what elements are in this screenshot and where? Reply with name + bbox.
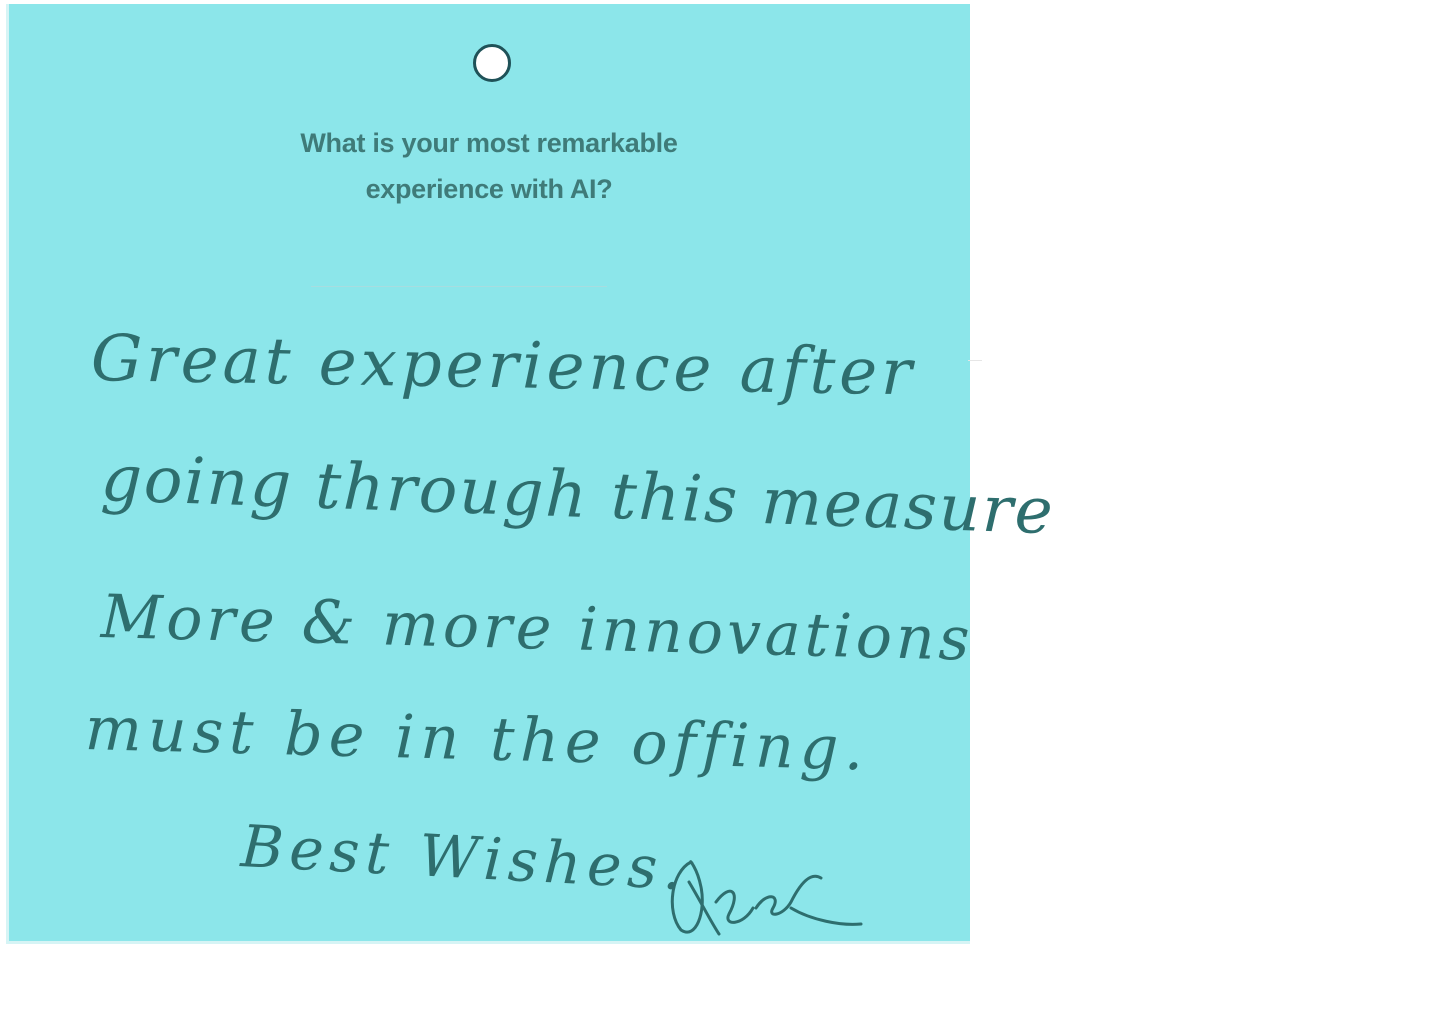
scan-edge-mark [968, 360, 982, 361]
card-question [189, 120, 789, 212]
feedback-card [6, 4, 1056, 944]
handwritten-line-2: going through this measure [99, 442, 1056, 550]
question-line-2: experience with AI? [365, 174, 613, 204]
handwritten-line-5: Best Wishes. [239, 812, 690, 904]
handwritten-line-3: More & more innovations [100, 582, 975, 675]
handwritten-line-1: Great experience after [90, 322, 917, 411]
punch-hole [473, 44, 511, 82]
handwritten-signature [661, 842, 881, 942]
divider-line [311, 286, 607, 287]
question-line-1: What is your most remarkable [300, 128, 678, 158]
handwritten-line-4: must be in the offing. [84, 694, 871, 785]
